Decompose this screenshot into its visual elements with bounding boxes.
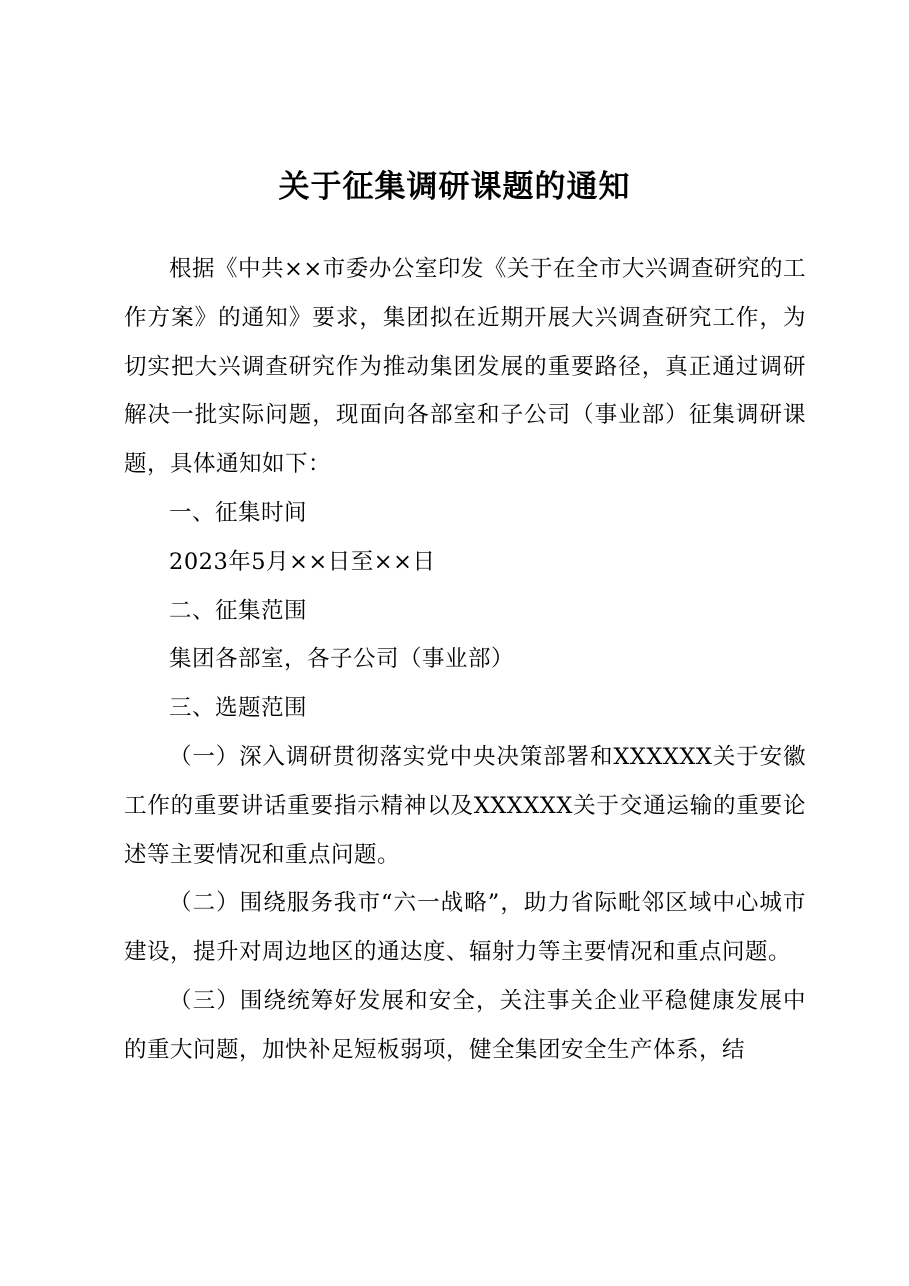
document-body xyxy=(124,245,806,1075)
section-heading-topics: 三、选题范围 xyxy=(169,695,308,722)
paragraph-topic-2: （二）围绕服务我市“六一战略”，助力省际毗邻区域中心城市建设，提升对周边地区的通达度、辐射力等主要情况和重点问题。 xyxy=(124,890,806,966)
section-heading-scope: 二、征集范围 xyxy=(169,597,308,624)
paragraph-time: 2023年5月××日至××日 xyxy=(169,548,436,575)
paragraph-topic-1: （一）深入调研贯彻落实党中央决策部署和XXXXXX关于安徽工作的重要讲话重要指示精神以及XXXXXX关于交通运输的重要论述等主要情况和重点问题。 xyxy=(124,743,806,868)
paragraph-scope: 集团各部室，各子公司（事业部） xyxy=(169,646,515,673)
paragraph-intro: 根据《中共××市委办公室印发《关于在全市大兴调查研究的工作方案》的通知》要求，集团拟在近期开展大兴调查研究工作，为切实把大兴调查研究作为推动集团发展的重要路径，真正通过调研解决一批实际问题，现面向各部室和子公司（事业部）征集调研课题，具体通知如下： xyxy=(124,256,806,478)
paragraph-topic-3: （三）围绕统筹好发展和安全，关注事关企业平稳健康发展中的重大问题，加快补足短板弱项，健全集团安全生产体系，结 xyxy=(124,987,806,1063)
section-heading-time: 一、征集时间 xyxy=(169,499,308,526)
document-title: 关于征集调研课题的通知 xyxy=(278,169,631,205)
